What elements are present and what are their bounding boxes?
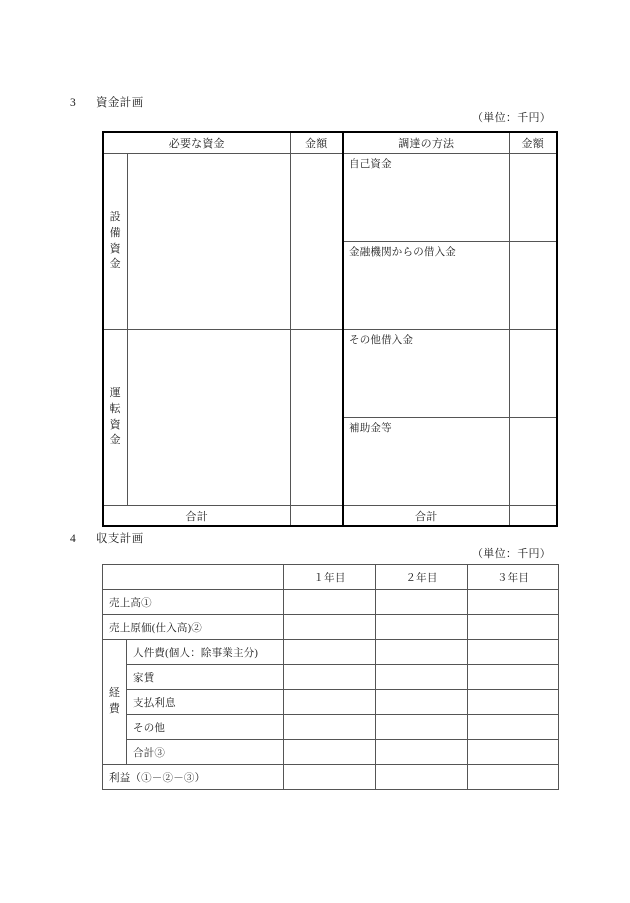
vlabel-char: 経 — [108, 687, 121, 700]
input-cost-year1[interactable] — [284, 615, 376, 640]
vlabel-char: 転 — [109, 402, 121, 415]
table-row — [103, 765, 559, 790]
income-plan-table — [102, 564, 559, 790]
label-source-total: 合計 — [343, 506, 509, 527]
label-personnel-cost: 人件費(個人：除事業主分) — [127, 640, 284, 665]
section-number: 4 — [70, 533, 77, 545]
label-expenses-total: 合計③ — [127, 740, 284, 765]
vertical-label-equipment-funds — [103, 154, 127, 330]
vlabel-char: 金 — [109, 434, 121, 447]
label-interest-paid: 支払利息 — [127, 690, 284, 715]
table-row — [103, 640, 559, 665]
vertical-label-expenses — [103, 640, 127, 765]
input-equipment-funds-items[interactable] — [127, 154, 290, 330]
table-total-row — [103, 506, 557, 527]
unit-note-income: （単位：千円） — [472, 548, 552, 560]
input-own-funds-amount[interactable] — [509, 154, 557, 242]
input-personnel-year2[interactable] — [376, 640, 468, 665]
source-label-other-loan: その他借入金 — [343, 330, 509, 418]
label-rent: 家賃 — [127, 665, 284, 690]
header-corner-blank — [103, 565, 284, 590]
table-row — [103, 740, 559, 765]
input-rent-year2[interactable] — [376, 665, 468, 690]
input-source-total-amount[interactable] — [509, 506, 557, 527]
funds-plan-table — [102, 131, 558, 527]
input-interest-year1[interactable] — [284, 690, 376, 715]
table-row — [103, 154, 557, 242]
vlabel-char: 運 — [109, 387, 121, 400]
input-other-loan-amount[interactable] — [509, 330, 557, 418]
section-title: 資金計画 — [96, 97, 144, 109]
table-header-row — [103, 132, 557, 154]
vlabel-char: 資 — [109, 242, 121, 255]
input-expenses-total-year1[interactable] — [284, 740, 376, 765]
input-expenses-total-year2[interactable] — [376, 740, 468, 765]
header-year-1: １年目 — [284, 565, 376, 590]
input-working-funds-amount[interactable] — [290, 330, 343, 506]
section-heading-funds — [70, 94, 144, 110]
label-other-expenses: その他 — [127, 715, 284, 740]
header-year-2: ２年目 — [376, 565, 468, 590]
vertical-label-working-funds — [103, 330, 127, 506]
input-sales-year2[interactable] — [376, 590, 468, 615]
input-profit-year2[interactable] — [376, 765, 468, 790]
input-cost-year3[interactable] — [468, 615, 559, 640]
header-source-method: 調達の方法 — [343, 132, 509, 154]
input-bank-loan-amount[interactable] — [509, 242, 557, 330]
label-cost-of-sales: 売上原価(仕入高)② — [103, 615, 284, 640]
table-row — [103, 690, 559, 715]
label-profit: 利益（①－②－③） — [103, 765, 284, 790]
table-row — [103, 665, 559, 690]
vlabel-char: 金 — [109, 258, 121, 271]
input-other-year1[interactable] — [284, 715, 376, 740]
label-need-total: 合計 — [103, 506, 290, 527]
table-row — [103, 615, 559, 640]
table-row — [103, 715, 559, 740]
table-header-row — [103, 565, 559, 590]
input-sales-year3[interactable] — [468, 590, 559, 615]
input-other-year3[interactable] — [468, 715, 559, 740]
input-profit-year3[interactable] — [468, 765, 559, 790]
vlabel-char: 備 — [109, 226, 121, 239]
source-label-bank-loan: 金融機関からの借入金 — [343, 242, 509, 330]
section-title: 収支計画 — [96, 533, 144, 545]
table-row — [103, 590, 559, 615]
source-label-own-funds: 自己資金 — [343, 154, 509, 242]
table-row — [103, 330, 557, 418]
vlabel-char: 費 — [108, 703, 121, 715]
header-need-funds: 必要な資金 — [103, 132, 290, 154]
vlabel-char: 設 — [109, 211, 121, 224]
input-sales-year1[interactable] — [284, 590, 376, 615]
input-need-total-amount[interactable] — [290, 506, 343, 527]
header-year-3: ３年目 — [468, 565, 559, 590]
section-number: 3 — [70, 97, 77, 109]
input-equipment-funds-amount[interactable] — [290, 154, 343, 330]
input-profit-year1[interactable] — [284, 765, 376, 790]
label-sales: 売上高① — [103, 590, 284, 615]
unit-note-funds: （単位：千円） — [472, 112, 552, 124]
input-rent-year1[interactable] — [284, 665, 376, 690]
header-need-amount: 金額 — [290, 132, 343, 154]
input-interest-year3[interactable] — [468, 690, 559, 715]
input-rent-year3[interactable] — [468, 665, 559, 690]
input-other-year2[interactable] — [376, 715, 468, 740]
input-working-funds-items[interactable] — [127, 330, 290, 506]
input-personnel-year1[interactable] — [284, 640, 376, 665]
input-cost-year2[interactable] — [376, 615, 468, 640]
header-source-amount: 金額 — [509, 132, 557, 154]
input-expenses-total-year3[interactable] — [468, 740, 559, 765]
section-heading-income — [70, 530, 144, 546]
input-personnel-year3[interactable] — [468, 640, 559, 665]
input-interest-year2[interactable] — [376, 690, 468, 715]
source-label-subsidy: 補助金等 — [343, 418, 509, 506]
input-subsidy-amount[interactable] — [509, 418, 557, 506]
vlabel-char: 資 — [109, 418, 121, 431]
